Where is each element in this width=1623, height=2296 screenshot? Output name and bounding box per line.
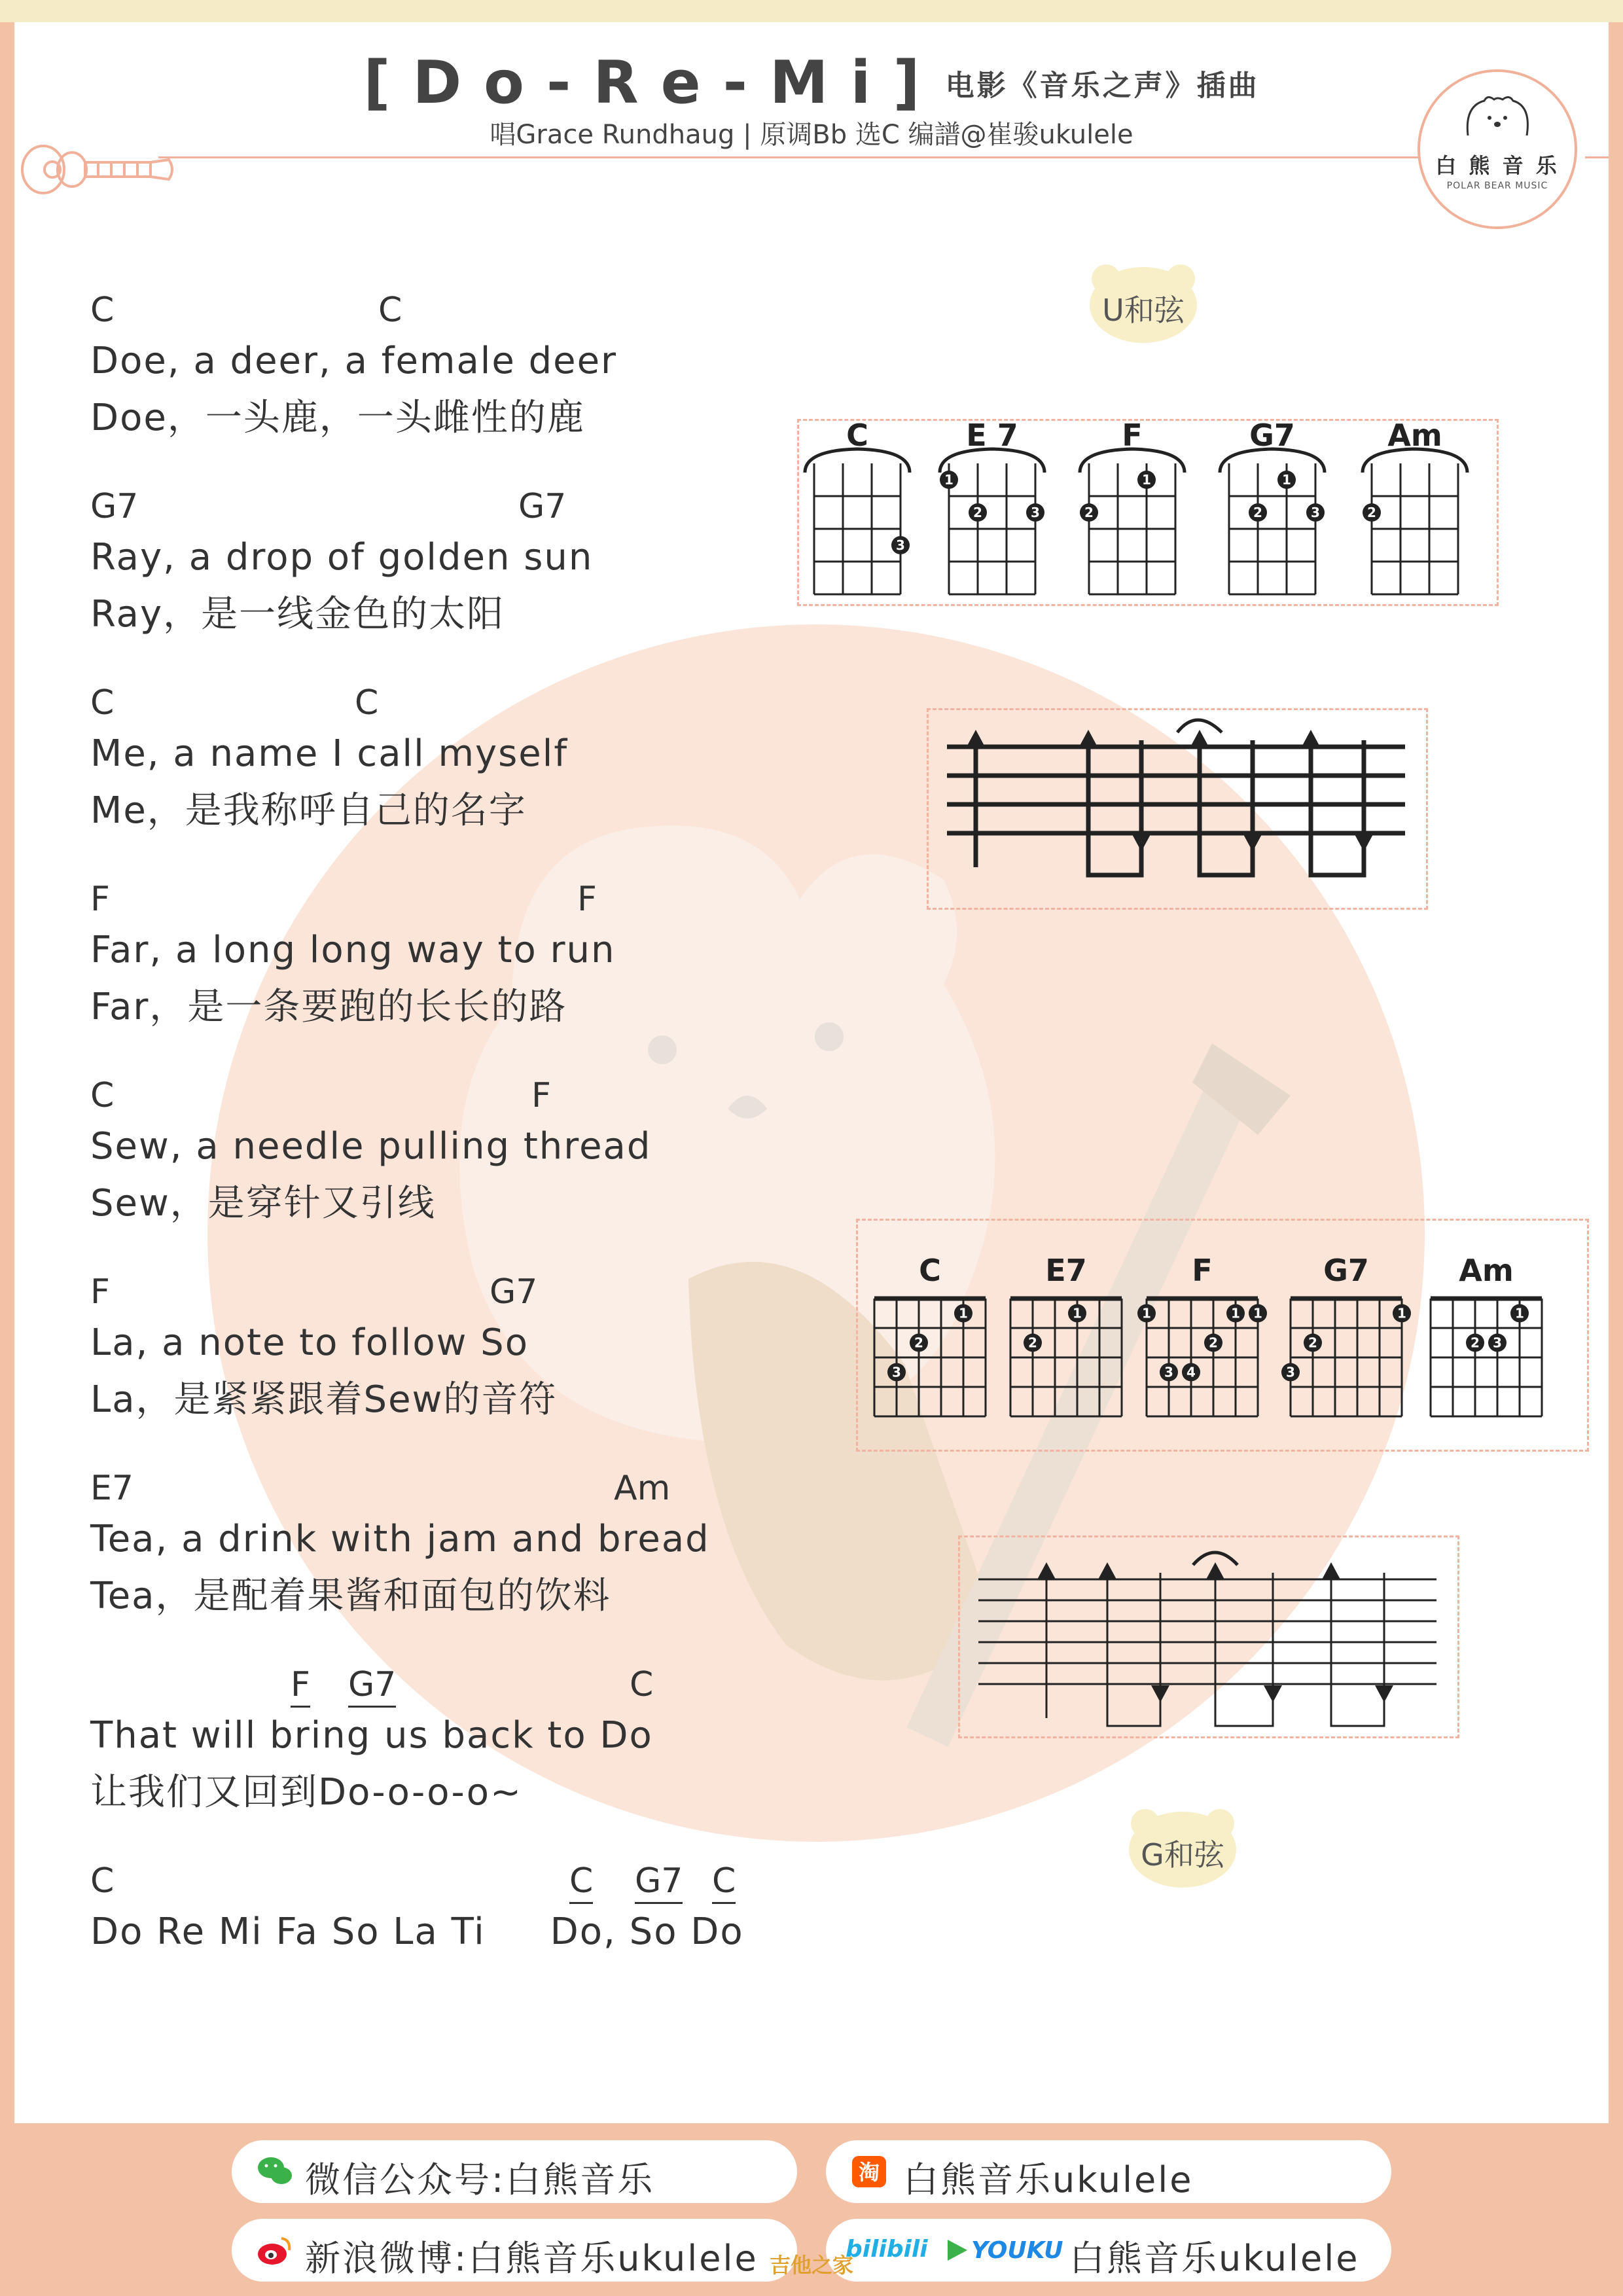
chord-line bbox=[90, 487, 810, 533]
polar-bear-icon bbox=[1458, 93, 1537, 139]
guitar-strum-pattern bbox=[958, 1535, 1459, 1738]
lyric-verse bbox=[90, 880, 810, 1076]
lyric-chinese: Ray，是一线金色的太阳 bbox=[90, 593, 505, 636]
chord-name: E7 bbox=[1045, 1253, 1087, 1288]
chord-symbol: G7 bbox=[90, 487, 139, 526]
play-icon bbox=[945, 2238, 969, 2262]
taobao-icon bbox=[851, 2155, 887, 2189]
chord-diagram bbox=[1120, 1253, 1284, 1449]
lyric-chinese: Far，是一条要跑的长长的路 bbox=[90, 986, 567, 1028]
chord-symbol: C bbox=[712, 1861, 736, 1904]
strum-down-arrow bbox=[1375, 1685, 1393, 1702]
chord-name: C bbox=[919, 1253, 941, 1288]
lyric-english: Do Re Mi Fa So La Ti Do, So Do bbox=[90, 1910, 744, 1953]
finger-number: 2 bbox=[914, 1335, 923, 1351]
strum-down-arrow bbox=[1264, 1685, 1282, 1702]
chord-name: Am bbox=[1387, 418, 1442, 453]
lyric-chinese: 让我们又回到Do-o-o-o~ bbox=[90, 1771, 522, 1814]
lyric-chinese: Me，是我称呼自己的名字 bbox=[90, 789, 527, 832]
lyric-english: La, a note to follow So bbox=[90, 1321, 529, 1364]
chord-symbol: C bbox=[90, 1861, 115, 1901]
song-sheet bbox=[14, 22, 1609, 2123]
strum-up-arrow bbox=[1302, 730, 1320, 747]
site-watermark: 吉他之家 bbox=[770, 2253, 854, 2278]
chord-symbol: G7 bbox=[490, 1272, 538, 1312]
finger-number: 2 bbox=[1084, 505, 1094, 520]
strum-up-arrow bbox=[1206, 1562, 1224, 1579]
finger-number: 3 bbox=[1493, 1335, 1502, 1351]
lyric-chinese: Doe，一头鹿，一头雌性的鹿 bbox=[90, 397, 585, 439]
chord-name: E 7 bbox=[966, 418, 1018, 453]
ukulele-strum-pattern bbox=[927, 708, 1428, 910]
strum-up-arrow bbox=[1190, 730, 1209, 747]
lyric-english: Me, a name I call myself bbox=[90, 732, 569, 775]
finger-number: 2 bbox=[1308, 1335, 1317, 1351]
chord-symbol: F bbox=[577, 880, 597, 919]
chord-symbol: G7 bbox=[518, 487, 567, 526]
finger-number: 1 bbox=[1142, 1305, 1151, 1321]
fretboard-grid bbox=[1203, 418, 1342, 627]
chord-diagram bbox=[1264, 1253, 1428, 1449]
chord-symbol: C bbox=[90, 1076, 115, 1115]
title-main: [Do-Re-Mi] bbox=[363, 48, 942, 117]
taobao-link[interactable] bbox=[826, 2140, 1391, 2203]
weibo-text: 新浪微博:白熊音乐ukulele bbox=[305, 2238, 758, 2279]
lyric-verse bbox=[90, 1272, 810, 1469]
finger-number: 3 bbox=[896, 537, 905, 553]
chord-line bbox=[90, 1469, 810, 1515]
lyric-chinese: La，是紧紧跟着Sew的音符 bbox=[90, 1378, 558, 1421]
logo-text: 白 熊 音 乐 bbox=[1435, 153, 1560, 178]
bilibili-icon: bilibili bbox=[846, 2236, 928, 2263]
chord-symbol: C bbox=[569, 1861, 593, 1904]
song-title bbox=[14, 48, 1609, 117]
chord-name: Am bbox=[1459, 1253, 1514, 1288]
fretboard-grid bbox=[788, 418, 927, 627]
weibo-icon bbox=[257, 2233, 293, 2267]
logo-subtext: POLAR BEAR MUSIC bbox=[1446, 181, 1548, 191]
chord-diagram bbox=[1404, 1253, 1568, 1449]
beam bbox=[1311, 867, 1364, 875]
chord-diagram bbox=[788, 418, 927, 627]
lyrics-section bbox=[90, 291, 810, 2058]
chord-line bbox=[90, 1665, 810, 1711]
brand-logo bbox=[1418, 69, 1577, 229]
strum-up-arrow bbox=[1079, 730, 1097, 747]
lyric-chinese: Sew，是穿针又引线 bbox=[90, 1182, 436, 1225]
song-credits: 唱Grace Rundhaug | 原调Bb 选C 编譜@崔骏ukulele bbox=[490, 120, 1133, 150]
chord-symbol: E7 bbox=[90, 1469, 134, 1508]
finger-number: 2 bbox=[1028, 1335, 1037, 1351]
video-link[interactable] bbox=[826, 2219, 1391, 2282]
fretboard-grid bbox=[1264, 1253, 1428, 1449]
lyric-chinese: Tea，是配着果酱和面包的饮料 bbox=[90, 1575, 611, 1617]
lyric-verse bbox=[90, 1076, 810, 1272]
ukulele-badge-label: U和弦 bbox=[1102, 293, 1185, 328]
chord-symbol: F bbox=[90, 880, 110, 919]
finger-number: 1 bbox=[1142, 472, 1151, 488]
finger-number: 2 bbox=[1253, 505, 1262, 520]
guitar-strum-diagram bbox=[960, 1537, 1457, 1736]
finger-number: 4 bbox=[1186, 1364, 1196, 1380]
strum-down-arrow bbox=[1355, 834, 1373, 852]
chord-line bbox=[90, 683, 810, 729]
chord-line bbox=[90, 1076, 810, 1122]
chord-name: G7 bbox=[1249, 418, 1295, 453]
wechat-link[interactable] bbox=[232, 2140, 797, 2203]
lyric-verse bbox=[90, 1861, 810, 2058]
chord-symbol: C bbox=[90, 683, 115, 723]
chord-symbol: F bbox=[531, 1076, 551, 1115]
finger-number: 2 bbox=[973, 505, 982, 520]
chord-line bbox=[90, 880, 810, 925]
guitar-chord-badge bbox=[1127, 1804, 1238, 1889]
finger-number: 3 bbox=[1164, 1364, 1173, 1380]
chord-name: F bbox=[1192, 1253, 1213, 1288]
ukulele-outline-icon bbox=[18, 134, 175, 206]
finger-number: 1 bbox=[1253, 1305, 1262, 1321]
lyric-english: Tea, a drink with jam and bread bbox=[90, 1518, 710, 1560]
wechat-icon bbox=[257, 2155, 293, 2189]
finger-number: 1 bbox=[959, 1305, 968, 1321]
chord-diagram bbox=[1346, 418, 1484, 627]
chord-name: C bbox=[846, 418, 868, 453]
lyric-english: Doe, a deer, a female deer bbox=[90, 340, 618, 382]
chord-symbol: F bbox=[291, 1665, 310, 1708]
video-text: 白熊音乐ukulele bbox=[1069, 2238, 1360, 2279]
beam bbox=[1331, 1718, 1384, 1726]
chord-line bbox=[90, 1272, 810, 1318]
wechat-text: 微信公众号:白熊音乐 bbox=[305, 2159, 655, 2200]
strum-down-arrow bbox=[1151, 1685, 1169, 1702]
finger-number: 2 bbox=[1471, 1335, 1480, 1351]
chord-diagram bbox=[1203, 418, 1342, 627]
lyric-verse bbox=[90, 683, 810, 880]
lyric-verse bbox=[90, 487, 810, 683]
beam bbox=[1200, 867, 1253, 875]
chord-name: F bbox=[1122, 418, 1143, 453]
chord-symbol: C bbox=[90, 291, 115, 330]
lyric-english: Ray, a drop of golden sun bbox=[90, 536, 594, 579]
beam bbox=[1107, 1718, 1160, 1726]
fretboard-grid bbox=[1404, 1253, 1568, 1449]
weibo-link[interactable] bbox=[232, 2219, 797, 2282]
fretboard-grid bbox=[1120, 1253, 1284, 1449]
fretboard-grid bbox=[1346, 418, 1484, 627]
chord-diagram bbox=[923, 418, 1061, 627]
strum-down-arrow bbox=[1132, 834, 1150, 852]
beam bbox=[1215, 1718, 1273, 1726]
finger-number: 3 bbox=[1031, 505, 1040, 520]
finger-number: 1 bbox=[1282, 472, 1291, 488]
strum-down-arrow bbox=[1243, 834, 1262, 852]
lyric-verse bbox=[90, 1469, 810, 1665]
chord-symbol: C bbox=[630, 1665, 654, 1704]
lyric-english: Far, a long long way to run bbox=[90, 929, 616, 971]
chord-symbol: F bbox=[90, 1272, 110, 1312]
ukulele-chord-badge bbox=[1088, 259, 1199, 344]
chord-line bbox=[90, 291, 810, 336]
youku-icon: YOUKU bbox=[971, 2237, 1063, 2264]
fretboard-grid bbox=[923, 418, 1061, 627]
lyric-english: Sew, a needle pulling thread bbox=[90, 1125, 652, 1168]
header-divider-end bbox=[1585, 156, 1609, 158]
lyric-english: That will bring us back to Do bbox=[90, 1714, 653, 1757]
strum-up-arrow bbox=[1322, 1562, 1340, 1579]
strum-up-arrow bbox=[967, 730, 985, 747]
top-band bbox=[0, 0, 1623, 22]
beam bbox=[1088, 867, 1141, 875]
title-subtitle: 电影《音乐之声》插曲 bbox=[945, 69, 1260, 103]
finger-number: 2 bbox=[1367, 505, 1376, 520]
chord-name: G7 bbox=[1323, 1253, 1369, 1288]
svg-text:淘: 淘 bbox=[858, 2160, 880, 2185]
chord-symbol: G7 bbox=[348, 1665, 396, 1708]
finger-number: 3 bbox=[892, 1364, 901, 1380]
chord-symbol: Am bbox=[614, 1469, 671, 1508]
chord-symbol: G7 bbox=[635, 1861, 683, 1904]
strum-up-arrow bbox=[1098, 1562, 1116, 1579]
ukulele-strum-diagram bbox=[929, 710, 1426, 908]
chord-symbol: C bbox=[355, 683, 379, 723]
taobao-text: 白熊音乐ukulele bbox=[903, 2159, 1194, 2200]
finger-number: 1 bbox=[1397, 1305, 1406, 1321]
lyric-verse bbox=[90, 1665, 810, 1861]
finger-number: 1 bbox=[1231, 1305, 1240, 1321]
finger-number: 1 bbox=[1073, 1305, 1082, 1321]
finger-number: 1 bbox=[1515, 1305, 1524, 1321]
finger-number: 3 bbox=[1286, 1364, 1295, 1380]
fretboard-grid bbox=[1063, 418, 1202, 627]
strum-up-arrow bbox=[1037, 1562, 1056, 1579]
chord-symbol: C bbox=[378, 291, 402, 330]
footer bbox=[0, 2123, 1623, 2296]
finger-number: 1 bbox=[944, 472, 954, 488]
finger-number: 3 bbox=[1311, 505, 1320, 520]
lyric-verse bbox=[90, 291, 810, 487]
guitar-badge-label: G和弦 bbox=[1141, 1837, 1224, 1873]
finger-number: 2 bbox=[1209, 1335, 1218, 1351]
chord-diagram bbox=[1063, 418, 1202, 627]
header-divider bbox=[158, 156, 1448, 158]
chord-line bbox=[90, 1861, 810, 1907]
